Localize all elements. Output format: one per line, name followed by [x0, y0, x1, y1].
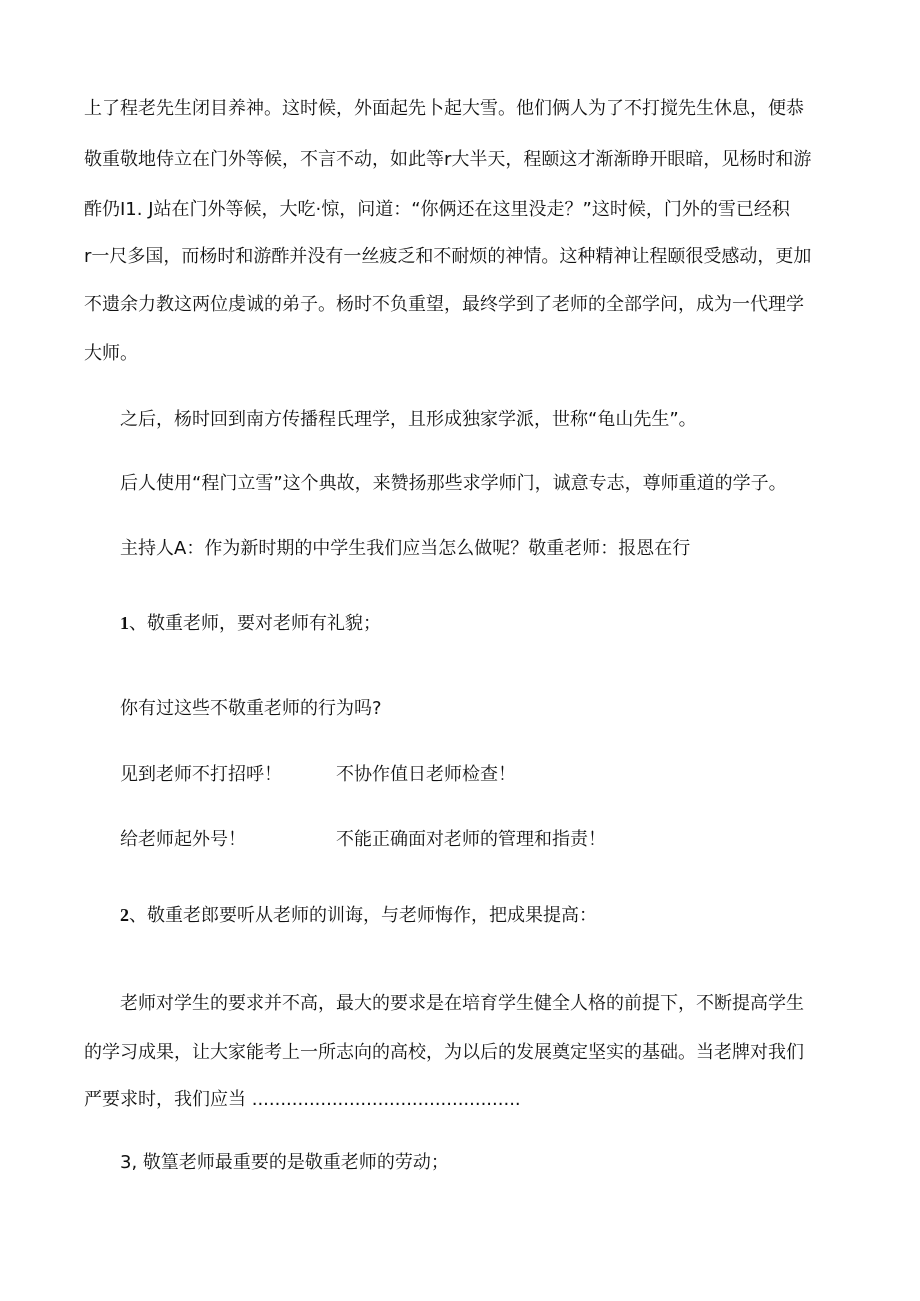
- requirement-line-2: 的学习成果，让大家能考上一所志向的高校，为以后的发展奠定坚实的基础。当老牌对我们: [84, 1042, 804, 1063]
- behavior-row2-right: 不能正确面对老师的管理和指责！: [336, 829, 606, 850]
- later-use-paragraph: 后人使用“程门立雪”这个典故，来赞扬那些求学师门，诚意专志，尊师重道的学子。: [120, 473, 787, 494]
- point-2-heading: [120, 903, 597, 928]
- story-line-6: 大师。: [84, 343, 138, 364]
- story-line-5: 不遗余力教这两位虔诚的弟子。杨时不负重望，最终学到了老师的全部学问，成为一代理学: [84, 294, 804, 315]
- point-3-heading: 3, 敬篁老师最重要的是敬重老师的劳动；: [120, 1152, 449, 1173]
- story-line-3: 酢仍I1. J站在门外等候，大吃·惊，问道：“你俩还在这里没走？”这时候，门外的雪已经积: [84, 199, 790, 220]
- behavior-row1-right: 不协作值日老师检查！: [336, 764, 516, 785]
- point-2-number: 2: [120, 905, 129, 925]
- requirement-line-1: 老师对学生的要求并不高，最大的要求是在培育学生健全人格的前提下，不断提高学生: [120, 993, 804, 1014]
- behavior-question: 你有过这些不敬重老师的行为吗?: [120, 698, 382, 719]
- point-1-heading: [120, 611, 381, 636]
- point-1-text: 、敬重老师，要对老师有礼貌；: [129, 613, 381, 634]
- host-question: 主持人A：作为新时期的中学生我们应当怎么做呢？敬重老师：报恩在行: [120, 538, 691, 559]
- behavior-row2-left: 给老师起外号！: [120, 829, 246, 850]
- point-1-number: 1: [120, 613, 129, 633]
- after-story-paragraph: 之后，杨时回到南方传播程氏理学，且形成独家学派，世称“龟山先生”。: [120, 409, 697, 430]
- behavior-row1-left: 见到老师不打招呼！: [120, 764, 282, 785]
- story-line-1: 上了程老先生闭目养神。这时候，外面起先卜起大雪。他们俩人为了不打搅先生休息，便恭: [84, 98, 804, 119]
- requirement-line-3: 严要求时，我们应当 ...............................................: [84, 1089, 521, 1110]
- point-2-text: 、敬重老郎要听从老师的训诲，与老师悔作，把成果提高：: [129, 905, 597, 926]
- story-line-2: 敬重敬地侍立在门外等候，不言不动，如此等r大半天，程颐这才渐渐睁开眼暗，见杨时和游: [84, 149, 812, 170]
- story-line-4: r一尺多国，而杨时和游酢并没有一丝疲乏和不耐烦的神情。这种精神让程颐很受感动，更加: [84, 246, 812, 267]
